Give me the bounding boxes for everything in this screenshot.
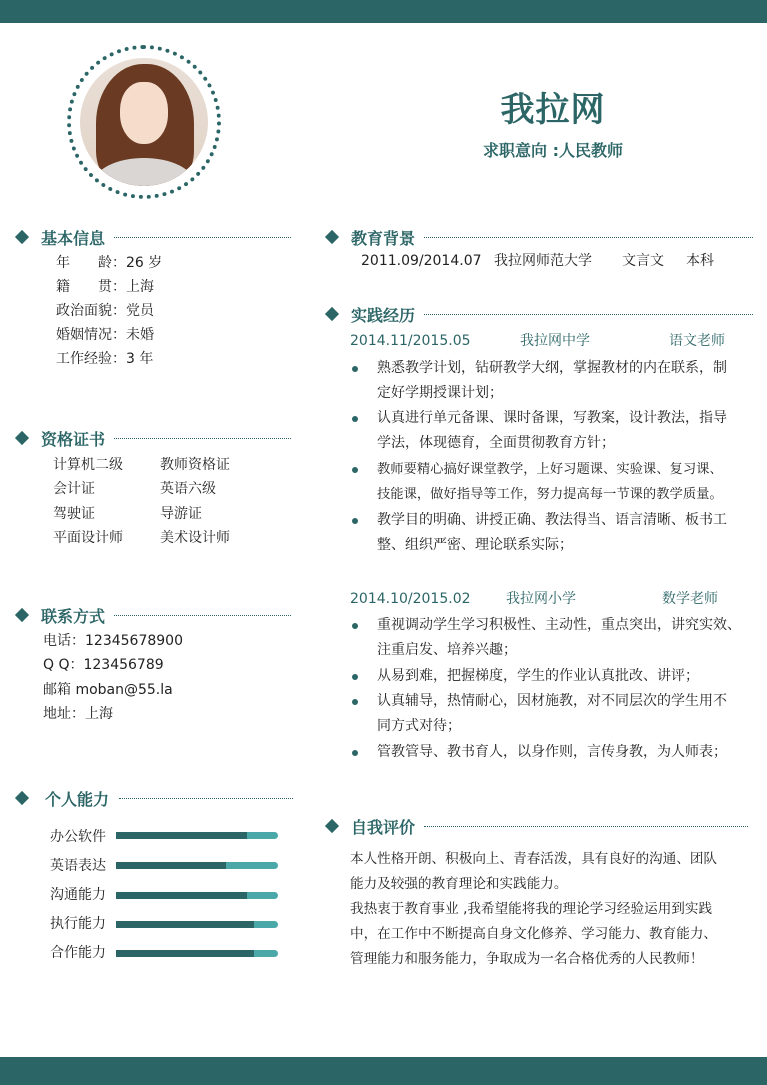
job-role: 语文老师: [669, 333, 725, 349]
cert-item: 平面设计师: [53, 530, 123, 546]
job-bullet: 认真进行单元备课、课时备课，写教案，设计教法，指导 学法，体现德育，全面贯彻教育方针；: [377, 410, 727, 451]
bullet-dot-icon: [352, 699, 358, 705]
skill-label: 英语表达: [50, 858, 106, 874]
job-period: 2014.10/2015.02: [350, 591, 471, 607]
bullet-dot-icon: [352, 623, 358, 629]
bullet-dot-icon: [352, 416, 358, 422]
diamond-icon: [15, 431, 29, 445]
skill-label: 合作能力: [50, 945, 106, 961]
section-title: 个人能力: [45, 790, 110, 809]
skill-bar-fill: [116, 892, 247, 899]
avatar: [80, 58, 208, 186]
diamond-icon: [15, 791, 29, 805]
skill-bar-fill: [116, 921, 254, 928]
cert-item: 计算机二级: [53, 457, 123, 473]
cert-item: 会计证: [53, 481, 95, 497]
diamond-icon: [325, 307, 339, 321]
cert-item: 教师资格证: [160, 457, 230, 473]
job-bullet: 熟悉教学计划，钻研教学大纲，掌握教材的内在联系，制 定好学期授课计划；: [377, 360, 727, 401]
bullet-dot-icon: [352, 518, 358, 524]
skill-bar: [116, 862, 278, 869]
skill-bar-fill: [116, 862, 226, 869]
skill-bar-fill: [116, 832, 247, 839]
contact-address: 地址：上海: [43, 706, 113, 722]
job-bullet: 教师要精心搞好课堂教学，上好习题课、实验课、复习课、 技能课，做好指导等工作，努力提高每一节课的教学质量。: [377, 462, 723, 502]
contact-phone: 电话：12345678900: [43, 633, 183, 649]
section-education: [327, 226, 753, 250]
divider: [119, 798, 293, 799]
divider: [424, 826, 748, 827]
info-row-origin: 籍 贯：上海: [56, 279, 154, 295]
job-org: 我拉网小学: [506, 591, 576, 607]
candidate-name: 我拉网: [500, 90, 606, 130]
self-evaluation-text: 本人性格开朗、积极向上、青春活泼，具有良好的沟通、团队 能力及较强的教育理论和实践能力。 我热衷于教育事业 ,我希望能将我的理论学习经验运用到实践 中，在工作中不断提高自身文化修养、学习能力、教育能力、 管理能力和服务能力，争取成为一名合格优秀的人民教师！: [350, 851, 718, 967]
info-row-marital: 婚姻情况：未婚: [56, 327, 154, 343]
section-title: 自我评价: [351, 818, 416, 837]
edu-school: 我拉网师范大学: [494, 253, 592, 269]
skill-label: 办公软件: [50, 829, 106, 845]
section-title: 基本信息: [41, 229, 106, 248]
skill-bar: [116, 892, 278, 899]
job-bullet: 从易到难，把握梯度，学生的作业认真批改、讲评；: [377, 668, 699, 684]
diamond-icon: [15, 608, 29, 622]
edu-major: 文言文: [622, 253, 664, 269]
top-bar: [0, 0, 767, 23]
skill-bar: [116, 950, 278, 957]
info-row-experience: 工作经验：3 年: [56, 351, 154, 367]
divider: [114, 615, 291, 616]
job-bullet: 管教管导、教书育人，以身作则，言传身教，为人师表；: [377, 744, 727, 760]
bottom-bar: [0, 1057, 767, 1085]
cert-item: 导游证: [160, 506, 202, 522]
diamond-icon: [325, 819, 339, 833]
contact-qq: Q Q：123456789: [43, 657, 164, 673]
contact-email: 邮箱 moban@55.la: [43, 682, 173, 698]
section-title: 实践经历: [351, 306, 416, 325]
skill-bar: [116, 832, 278, 839]
job-org: 我拉网中学: [520, 333, 590, 349]
job-bullet: 认真辅导，热情耐心，因材施教，对不同层次的学生用不 同方式对待；: [377, 693, 727, 734]
cert-item: 美术设计师: [160, 530, 230, 546]
section-title: 联系方式: [41, 607, 106, 626]
bullet-dot-icon: [352, 750, 358, 756]
skill-bar: [116, 921, 278, 928]
divider: [114, 438, 291, 439]
divider: [114, 237, 291, 238]
divider: [424, 314, 753, 315]
info-row-politics: 政治面貌：党员: [56, 303, 154, 319]
cert-item: 英语六级: [160, 481, 216, 497]
job-intent: 求职意向 :人民教师: [483, 141, 623, 160]
job-bullet: 重视调动学生学习积极性、主动性，重点突出，讲究实效、 注重启发、培养兴趣；: [377, 617, 741, 658]
divider: [424, 237, 753, 238]
bullet-dot-icon: [352, 366, 358, 372]
bullet-dot-icon: [352, 467, 358, 473]
cert-item: 驾驶证: [53, 506, 95, 522]
skill-label: 执行能力: [50, 916, 106, 932]
diamond-icon: [325, 230, 339, 244]
section-contact: [17, 604, 291, 628]
bullet-dot-icon: [352, 674, 358, 680]
skill-bar-fill: [116, 950, 254, 957]
section-title: 资格证书: [41, 430, 106, 449]
job-bullet: 教学目的明确、讲授正确、教法得当、语言清晰、板书工 整、组织严密、理论联系实际；: [377, 512, 727, 553]
job-role: 数学老师: [662, 591, 718, 607]
info-row-age: 年 龄：26 岁: [56, 255, 163, 271]
section-self-evaluation: [327, 815, 748, 839]
section-practice: [327, 303, 753, 327]
job-period: 2014.11/2015.05: [350, 333, 471, 349]
section-skills: [17, 787, 293, 811]
diamond-icon: [15, 230, 29, 244]
section-title: 教育背景: [351, 229, 416, 248]
section-certificates: [17, 427, 291, 451]
section-basic-info: [17, 226, 291, 250]
skill-label: 沟通能力: [50, 887, 106, 903]
edu-degree: 本科: [686, 253, 714, 269]
edu-period: 2011.09/2014.07: [361, 253, 482, 269]
